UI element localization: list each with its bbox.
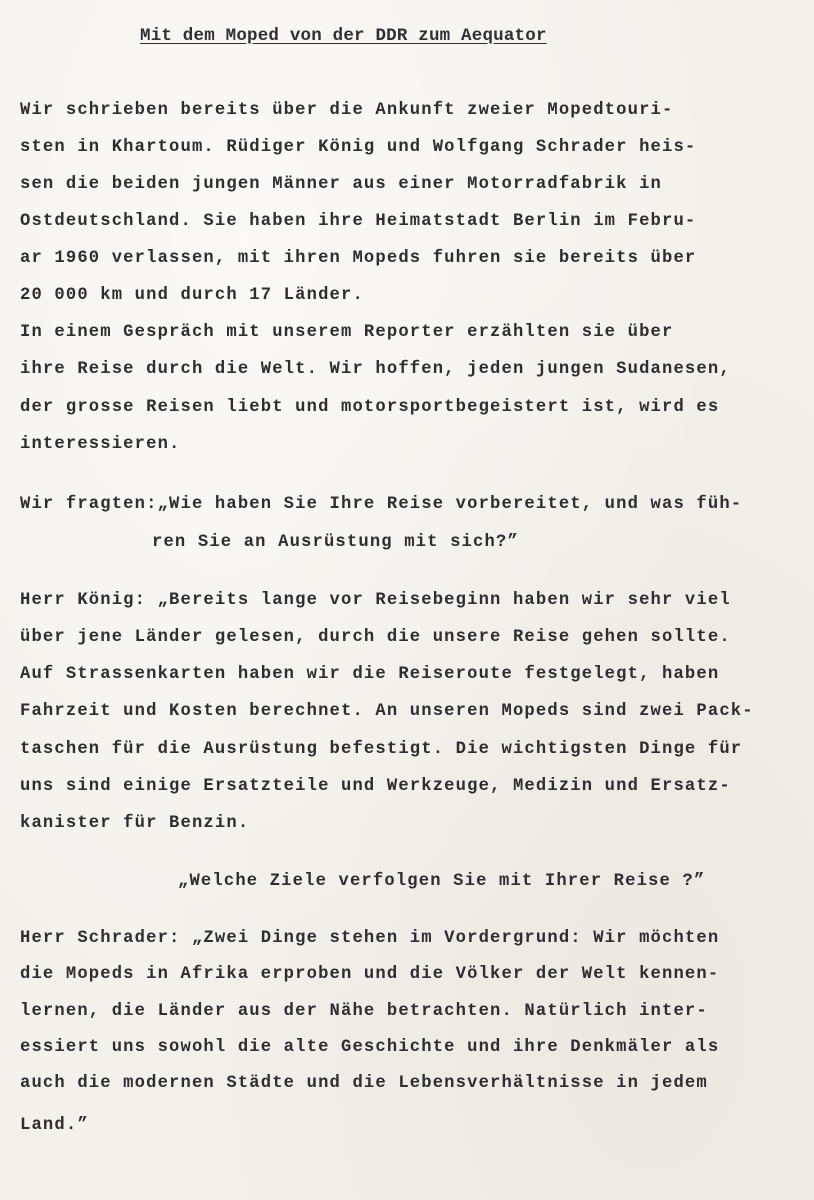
answer-2-line-4: essiert uns sowohl die alte Geschichte und ihre Denkmäler als bbox=[20, 1038, 720, 1057]
text-line-5: ar 1960 verlassen, mit ihren Mopeds fuhren sie bereits über bbox=[20, 249, 697, 268]
question-1-line-1: Wir fragten:„Wie haben Sie Ihre Reise vorbereitet, und was füh- bbox=[20, 495, 743, 514]
question-1-line-2: ren Sie an Ausrüstung mit sich?” bbox=[152, 533, 519, 552]
answer-2-line-2: die Mopeds in Afrika erproben und die Völker der Welt kennen- bbox=[20, 965, 720, 984]
text-line-3: sen die beiden jungen Männer aus einer Motorradfabrik in bbox=[20, 175, 662, 194]
text-line-1: Wir schrieben bereits über die Ankunft zweier Mopedtouri- bbox=[20, 101, 674, 120]
text-line-9: der grosse Reisen liebt und motorsportbegeistert ist, wird es bbox=[20, 398, 720, 417]
text-line-10: interessieren. bbox=[20, 435, 181, 454]
answer-1-line-3: Auf Strassenkarten haben wir die Reiseroute festgelegt, haben bbox=[20, 665, 720, 684]
text-line-2: sten in Khartoum. Rüdiger König und Wolfgang Schrader heis- bbox=[20, 138, 697, 157]
answer-2-line-1: Herr Schrader: „Zwei Dinge stehen im Vordergrund: Wir möchten bbox=[20, 929, 720, 948]
text-line-8: ihre Reise durch die Welt. Wir hoffen, jeden jungen Sudanesen, bbox=[20, 360, 731, 379]
text-line-6: 20 000 km und durch 17 Länder. bbox=[20, 286, 364, 305]
text-line-7: In einem Gespräch mit unserem Reporter erzählten sie über bbox=[20, 323, 674, 342]
question-2: „Welche Ziele verfolgen Sie mit Ihrer Reise ?” bbox=[178, 872, 706, 891]
answer-2-line-3: lernen, die Länder aus der Nähe betrachten. Natürlich inter- bbox=[20, 1002, 708, 1021]
answer-1-line-7: kanister für Benzin. bbox=[20, 814, 250, 833]
answer-1-line-2: über jene Länder gelesen, durch die unsere Reise gehen sollte. bbox=[20, 628, 731, 647]
answer-1-line-5: taschen für die Ausrüstung befestigt. Die wichtigsten Dinge für bbox=[20, 740, 743, 759]
answer-2-line-6: Land.” bbox=[20, 1116, 89, 1135]
answer-1-line-1: Herr König: „Bereits lange vor Reisebeginn haben wir sehr viel bbox=[20, 591, 731, 610]
page-title: Mit dem Moped von der DDR zum Aequator bbox=[140, 26, 547, 46]
text-line-4: Ostdeutschland. Sie haben ihre Heimatstadt Berlin im Febru- bbox=[20, 212, 697, 231]
answer-1-line-6: uns sind einige Ersatzteile und Werkzeuge, Medizin und Ersatz- bbox=[20, 777, 731, 796]
answer-2-line-5: auch die modernen Städte und die Lebensverhältnisse in jedem bbox=[20, 1074, 708, 1093]
answer-1-line-4: Fahrzeit und Kosten berechnet. An unseren Mopeds sind zwei Pack- bbox=[20, 702, 754, 721]
